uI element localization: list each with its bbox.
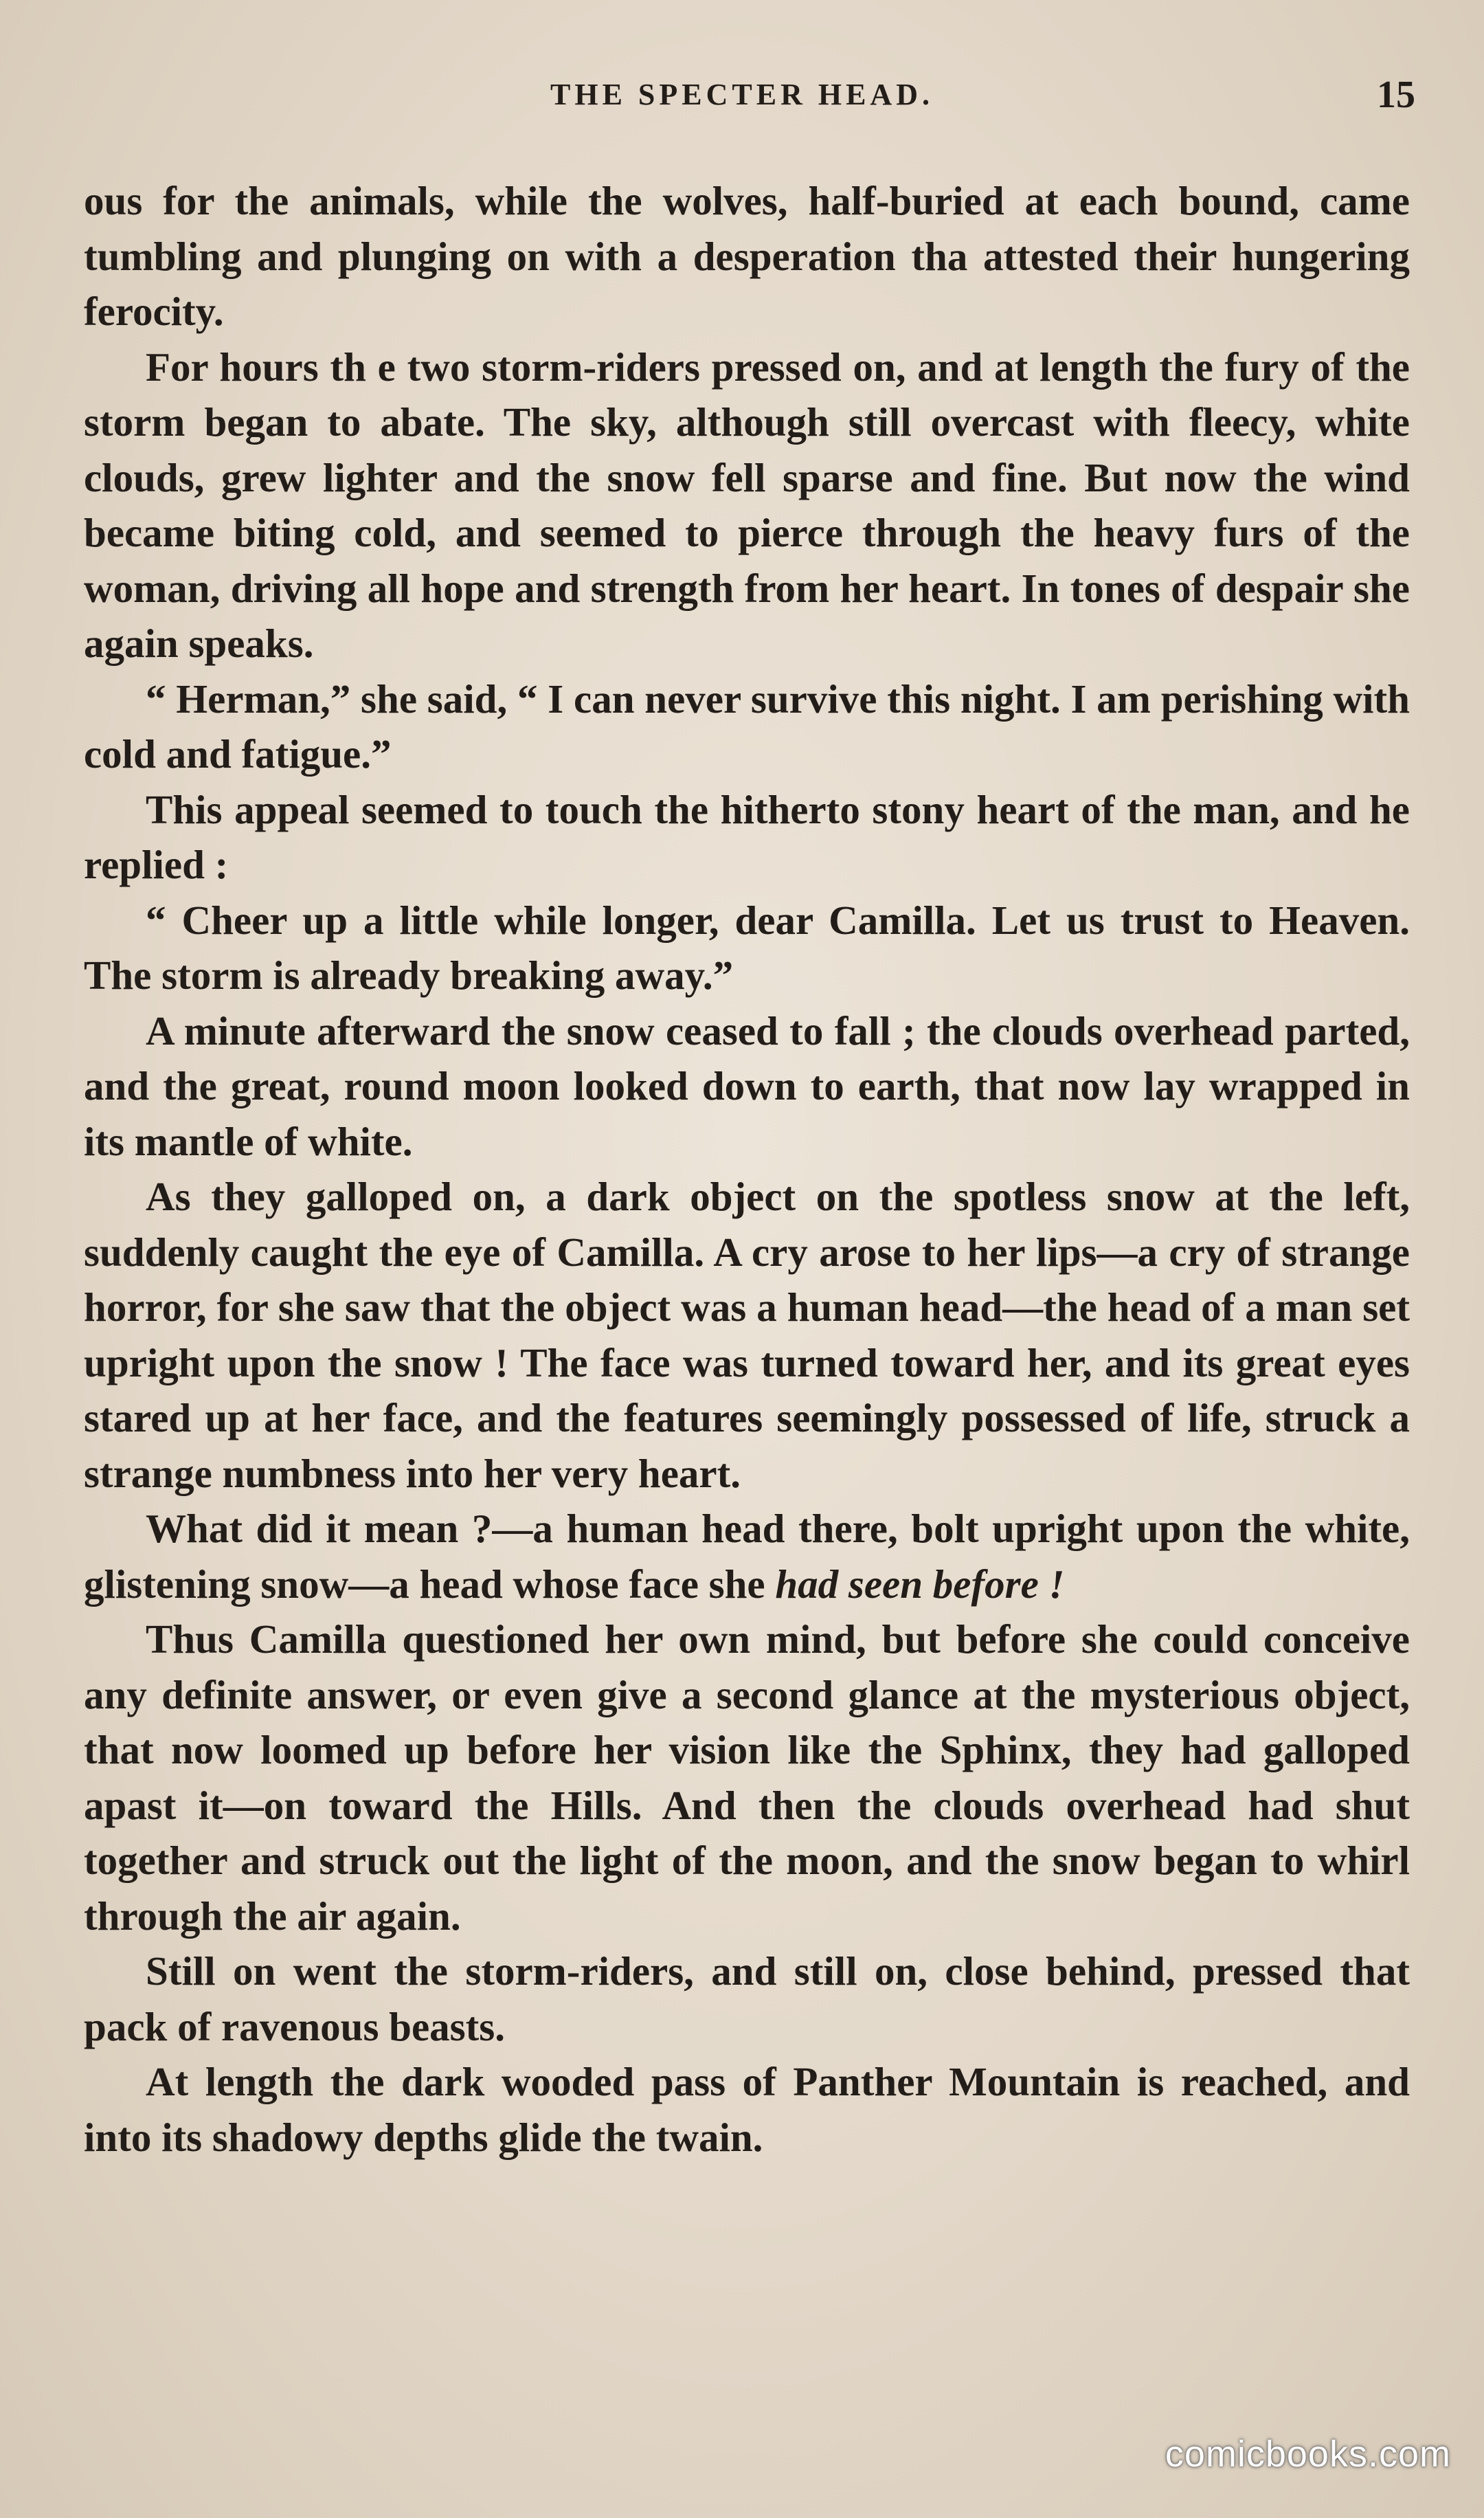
running-head — [0, 74, 1484, 118]
paragraph: As they galloped on, a dark object on the spotless snow at the left, suddenly caught the eye of Camilla. A cry arose to her lips—a cry of strange horror, for she saw that the object was a human head—the head of a man set upright upon the snow ! The face was turned toward her, and its great eyes stared up at her face, and the features seemingly possessed of life, struck a strange numbness into her very heart. — [84, 1174, 1410, 1496]
italic-phrase: had seen before ! — [775, 1561, 1065, 1607]
paragraph-dialogue: “ Cheer up a little while longer, dear Camilla. Let us trust to Heaven. The storm is already breaking away.” — [84, 897, 1410, 998]
paragraph-dialogue: “ Herman,” she said, “ I can never survive this night. I am perishing with cold and fatigue.” — [84, 676, 1410, 777]
paragraph-text: What did it mean ?—a human head there, bolt upright upon the white, glistening snow—a head whose face she — [84, 1506, 1410, 1607]
paragraph — [84, 1501, 1410, 1612]
paragraph: At length the dark wooded pass of Panther Mountain is reached, and into its shadowy depths glide the twain. — [84, 2059, 1410, 2160]
paragraph-continued: ous for the animals, while the wolves, half-buried at each bound, came tumbling and plunging on with a desperation tha attested their hungering ferocity. — [84, 178, 1410, 334]
paragraph: Thus Camilla questioned her own mind, but before she could conceive any definite answer, or even give a second glance at the mysterious object, that now loomed up before her vision like the Sphinx, they had galloped apast it—on toward the Hills. And then the clouds overhead had shut together and struck out the light of the moon, and the snow began to whirl through the air again. — [84, 1616, 1410, 1939]
page-number: 15 — [1377, 74, 1415, 116]
paragraph: Still on went the storm-riders, and still on, close behind, pressed that pack of ravenous beasts. — [84, 1948, 1410, 2049]
paragraph: For hours th e two storm-riders pressed on, and at length the fury of the storm began to abate. The sky, although still overcast with fleecy, white clouds, grew lighter and the snow fell sparse and fine. But now the wind became biting cold, and seemed to pierce through the heavy furs of the woman, driving all hope and strength from her heart. In tones of despair she again speaks. — [84, 344, 1410, 666]
paragraph: This appeal seemed to touch the hitherto stony heart of the man, and he replied : — [84, 786, 1410, 887]
paragraph: A minute afterward the snow ceased to fall ; the clouds overhead parted, and the great, round moon looked down to earth, that now lay wrapped in its mantle of white. — [84, 1007, 1410, 1164]
running-title: THE SPECTER HEAD. — [550, 78, 934, 111]
body-text — [84, 173, 1410, 2165]
watermark: comicbooks.com — [1165, 2433, 1451, 2475]
